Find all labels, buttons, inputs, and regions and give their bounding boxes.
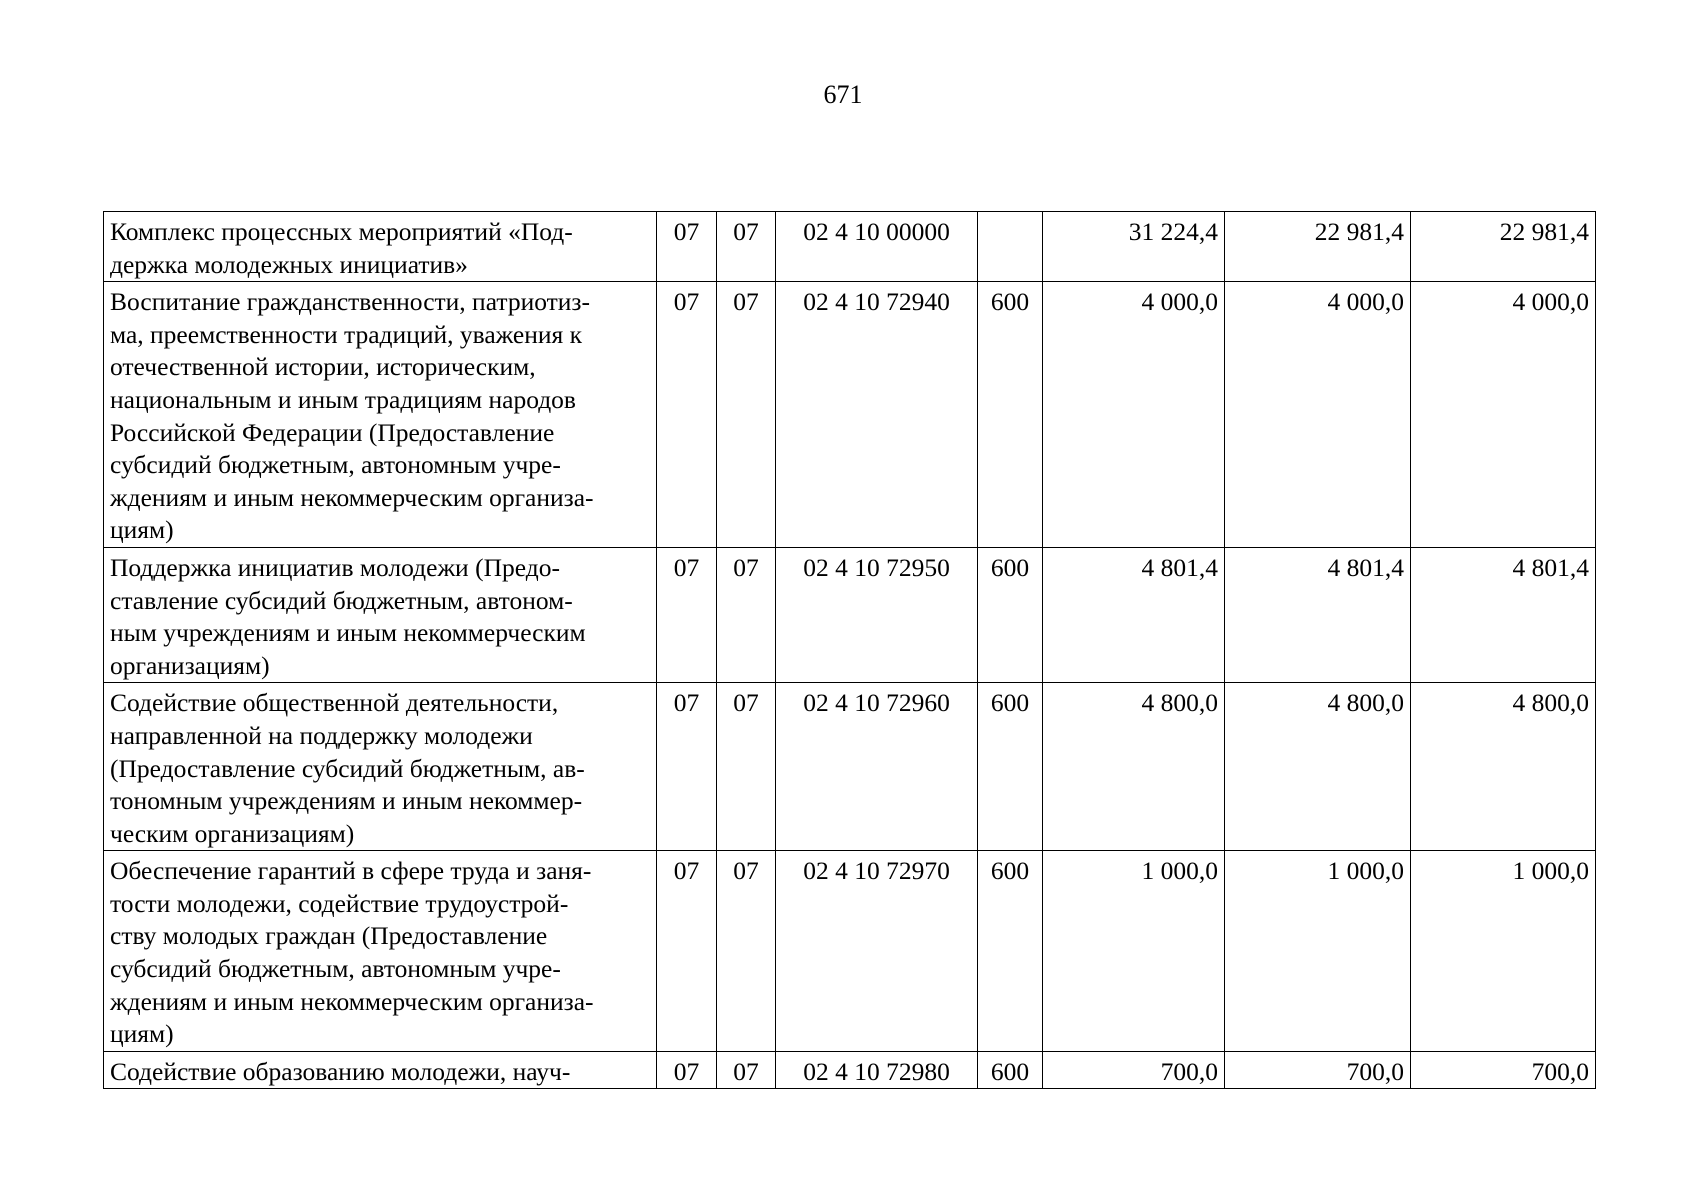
row-name-cell [104,547,657,682]
amount-year-1-cell: 700,0 [1043,1051,1225,1089]
row-name-line: ждениям и иным некоммерческим организа- [110,482,594,512]
target-article-cell: 02 4 10 72980 [776,1051,978,1089]
subsection-code-cell: 07 [717,1051,776,1089]
budget-table [103,211,1596,1089]
section-code-cell: 07 [657,282,717,548]
amount-year-2-cell: 22 981,4 [1225,212,1411,282]
section-code-cell: 07 [657,212,717,282]
row-name-line: Содействие общественной деятельности, [110,688,559,718]
amount-year-3-cell: 4 801,4 [1411,547,1596,682]
amount-year-2-cell: 4 000,0 [1225,282,1411,548]
amount-year-3-cell: 4 000,0 [1411,282,1596,548]
amount-year-1-cell: 4 800,0 [1043,683,1225,851]
row-name-line: ждениям и иным некоммерческим организа- [110,986,594,1016]
page-number: 671 [823,80,863,109]
amount-year-3-cell: 700,0 [1411,1051,1596,1089]
target-article-cell: 02 4 10 72960 [776,683,978,851]
section-code-cell: 07 [657,547,717,682]
subsection-code-cell: 07 [717,851,776,1052]
expense-type-cell: 600 [978,282,1043,548]
expense-type-cell: 600 [978,851,1043,1052]
row-name-line: ставление субсидий бюджетным, автоном- [110,585,573,615]
row-name-line: организациям) [110,650,270,680]
table-row [104,1051,1596,1089]
table-row [104,851,1596,1052]
amount-year-3-cell: 22 981,4 [1411,212,1596,282]
row-name-line: Комплекс процессных мероприятий «Под- [110,217,573,246]
table-row [104,547,1596,682]
row-name-line: ным учреждениям и иным некоммерческим [110,618,586,648]
table-row [104,683,1596,851]
target-article-cell: 02 4 10 00000 [776,212,978,282]
table-body [104,212,1596,1089]
amount-year-1-cell: 1 000,0 [1043,851,1225,1052]
row-name-line: Поддержка инициатив молодежи (Предо- [110,552,560,582]
subsection-code-cell: 07 [717,282,776,548]
row-name-cell [104,683,657,851]
section-code-cell: 07 [657,683,717,851]
row-name-cell [104,212,657,282]
expense-type-cell [978,212,1043,282]
expense-type-cell: 600 [978,1051,1043,1089]
section-code-cell: 07 [657,1051,717,1089]
amount-year-1-cell: 4 000,0 [1043,282,1225,548]
target-article-cell: 02 4 10 72970 [776,851,978,1052]
target-article-cell: 02 4 10 72940 [776,282,978,548]
amount-year-2-cell: 1 000,0 [1225,851,1411,1052]
amount-year-2-cell: 4 801,4 [1225,547,1411,682]
amount-year-3-cell: 4 800,0 [1411,683,1596,851]
row-name-line: тономным учреждениям и иным некоммер- [110,786,583,816]
row-name-line: тости молодежи, содействие трудоустрой- [110,888,569,918]
row-name-cell [104,1051,657,1089]
row-name-line: ма, преемственности традиций, уважения к [110,319,583,349]
row-name-line: ству молодых граждан (Предоставление [110,921,548,951]
subsection-code-cell: 07 [717,547,776,682]
subsection-code-cell: 07 [717,683,776,851]
expense-type-cell: 600 [978,547,1043,682]
table-row [104,282,1596,548]
amount-year-3-cell: 1 000,0 [1411,851,1596,1052]
row-name-line: субсидий бюджетным, автономным учре- [110,954,561,984]
row-name-line: ческим организациям) [110,818,355,848]
row-name-line: держка молодежных инициатив» [110,249,468,279]
row-name-line: Содействие образованию молодежи, науч- [110,1056,571,1086]
table-row [104,212,1596,282]
row-name-line: Обеспечение гарантий в сфере труда и заня- [110,856,592,886]
amount-year-2-cell: 700,0 [1225,1051,1411,1089]
row-name-cell [104,851,657,1052]
amount-year-1-cell: 4 801,4 [1043,547,1225,682]
row-name-line: Российской Федерации (Предоставление [110,417,555,447]
row-name-cell [104,282,657,548]
row-name-line: направленной на поддержку молодежи [110,720,533,750]
amount-year-1-cell: 31 224,4 [1043,212,1225,282]
subsection-code-cell: 07 [717,212,776,282]
target-article-cell: 02 4 10 72950 [776,547,978,682]
row-name-line: субсидий бюджетным, автономным учре- [110,450,561,480]
row-name-line: национальным и иным традициям народов [110,384,576,414]
row-name-line: циям) [110,1019,174,1049]
row-name-line: отечественной истории, историческим, [110,352,536,382]
expense-type-cell: 600 [978,683,1043,851]
row-name-line: (Предоставление субсидий бюджетным, ав- [110,753,585,783]
section-code-cell: 07 [657,851,717,1052]
row-name-line: циям) [110,515,174,545]
row-name-line: Воспитание гражданственности, патриотиз- [110,287,590,317]
amount-year-2-cell: 4 800,0 [1225,683,1411,851]
